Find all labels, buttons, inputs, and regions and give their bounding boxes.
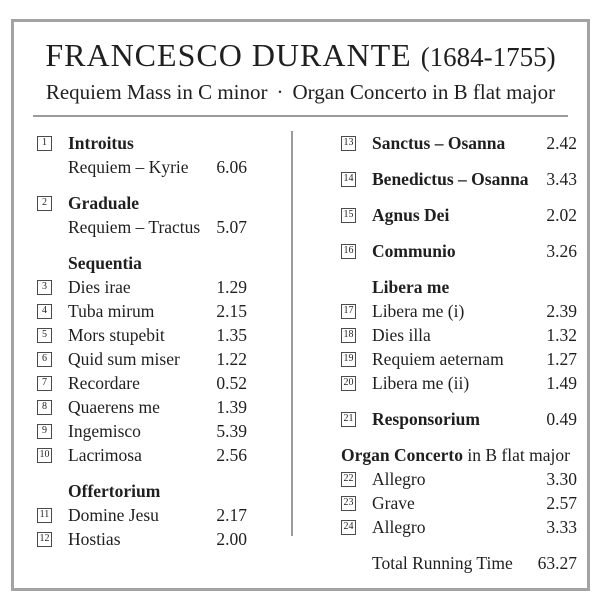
track-time: 3.43 — [546, 169, 577, 189]
track-number-badge: 23 — [341, 496, 356, 511]
track-time: 5.39 — [216, 421, 247, 441]
track-section — [341, 131, 577, 263]
track-row — [341, 491, 577, 515]
track-row — [37, 419, 247, 443]
work-title-concerto: Organ Concerto in B flat major — [292, 80, 556, 104]
track-title: Tuba mirum — [68, 301, 155, 321]
track-section — [37, 251, 247, 467]
track-subtitle-row — [37, 155, 247, 179]
track-number-badge: 19 — [341, 352, 356, 367]
track-time: 3.33 — [546, 517, 577, 537]
track-number-badge: 22 — [341, 472, 356, 487]
heading-regular-part: in B flat major — [463, 445, 570, 465]
composer-name: FRANCESCO DURANTE — [45, 37, 412, 73]
track-time: 2.39 — [546, 301, 577, 321]
album-subtitle — [14, 77, 587, 107]
track-row — [341, 347, 577, 371]
track-title: Mors stupebit — [68, 325, 165, 345]
track-number-badge: 10 — [37, 448, 52, 463]
track-row — [341, 299, 577, 323]
track-time: 1.35 — [216, 325, 247, 345]
track-section — [341, 407, 577, 431]
track-time: 2.17 — [216, 505, 247, 525]
track-row — [341, 515, 577, 539]
column-divider — [291, 131, 293, 536]
track-row — [341, 323, 577, 347]
track-time: 2.00 — [216, 529, 247, 549]
section-heading: Libera me — [372, 277, 450, 297]
page-title — [14, 35, 587, 77]
track-title: Libera me (i) — [372, 301, 465, 321]
track-subtitle: Requiem – Kyrie — [68, 157, 189, 177]
track-time: 0.49 — [546, 409, 577, 429]
track-number-badge: 5 — [37, 328, 52, 343]
track-time: 3.26 — [546, 241, 577, 261]
track-time: 2.02 — [546, 205, 577, 225]
track-row — [341, 467, 577, 491]
track-title: Allegro — [372, 469, 426, 489]
track-section — [37, 131, 247, 179]
heading-bold-part: Organ Concerto — [341, 445, 463, 465]
track-section — [37, 479, 247, 551]
track-section — [341, 443, 577, 539]
track-number-badge: 3 — [37, 280, 52, 295]
track-time: 2.15 — [216, 301, 247, 321]
track-title: Allegro — [372, 517, 426, 537]
track-title: Domine Jesu — [68, 505, 159, 525]
track-number-badge: 8 — [37, 400, 52, 415]
track-title: Dies irae — [68, 277, 131, 297]
track-row — [37, 131, 247, 155]
header-divider — [33, 115, 568, 117]
track-title: Communio — [372, 241, 456, 261]
booklet-page — [11, 19, 590, 591]
track-title: Grave — [372, 493, 415, 513]
track-row — [37, 347, 247, 371]
track-title: Quaerens me — [68, 397, 160, 417]
track-row — [37, 191, 247, 215]
track-number-badge: 2 — [37, 196, 52, 211]
section-heading-row — [341, 275, 577, 299]
track-time: 1.27 — [546, 349, 577, 369]
tracklist — [14, 131, 587, 575]
track-time: 1.32 — [546, 325, 577, 345]
track-number-badge: 7 — [37, 376, 52, 391]
track-title: Graduale — [68, 193, 139, 213]
track-row — [341, 131, 577, 155]
track-title: Libera me (ii) — [372, 373, 470, 393]
track-row — [37, 275, 247, 299]
track-row — [37, 299, 247, 323]
track-number-badge: 21 — [341, 412, 356, 427]
composer-years: (1684-1755) — [420, 42, 556, 72]
track-row — [37, 323, 247, 347]
track-title: Requiem aeternam — [372, 349, 504, 369]
track-title: Quid sum miser — [68, 349, 180, 369]
track-time: 6.06 — [216, 157, 247, 177]
track-title: Lacrimosa — [68, 445, 142, 465]
track-number-badge: 1 — [37, 136, 52, 151]
track-title: Introitus — [68, 133, 134, 153]
track-number-badge: 24 — [341, 520, 356, 535]
track-title: Agnus Dei — [372, 205, 450, 225]
section-heading: Offertorium — [68, 481, 161, 501]
track-number-badge: 15 — [341, 208, 356, 223]
track-title: Sanctus – Osanna — [372, 133, 506, 153]
section-heading: Sequentia — [68, 253, 142, 273]
section-heading-row — [37, 479, 247, 503]
track-number-badge: 18 — [341, 328, 356, 343]
track-time: 1.22 — [216, 349, 247, 369]
track-row — [37, 503, 247, 527]
track-number-badge: 11 — [37, 508, 52, 523]
track-title: Hostias — [68, 529, 121, 549]
track-number-badge: 14 — [341, 172, 356, 187]
track-title: Responsorium — [372, 409, 480, 429]
track-subtitle-row — [37, 215, 247, 239]
track-number-badge: 6 — [37, 352, 52, 367]
track-section — [37, 191, 247, 239]
track-time: 3.30 — [546, 469, 577, 489]
track-time: 2.56 — [216, 445, 247, 465]
section-heading — [341, 443, 570, 467]
track-time: 2.57 — [546, 493, 577, 513]
track-number-badge: 16 — [341, 244, 356, 259]
total-running-time-row — [341, 551, 577, 575]
track-time: 5.07 — [216, 217, 247, 237]
track-number-badge: 13 — [341, 136, 356, 151]
track-number-badge: 9 — [37, 424, 52, 439]
track-section — [341, 551, 577, 575]
total-label: Total Running Time — [372, 553, 513, 573]
track-column-left — [37, 131, 247, 575]
subtitle-separator: · — [276, 80, 284, 104]
track-title: Recordare — [68, 373, 140, 393]
work-title-requiem: Requiem Mass in C minor — [45, 80, 268, 104]
track-row — [341, 407, 577, 431]
track-column-right — [341, 131, 577, 575]
track-time: 1.49 — [546, 373, 577, 393]
track-number-badge: 20 — [341, 376, 356, 391]
track-time: 1.39 — [216, 397, 247, 417]
track-row — [341, 371, 577, 395]
track-row — [341, 239, 577, 263]
album-header — [14, 22, 587, 107]
track-number-badge: 4 — [37, 304, 52, 319]
section-heading-row — [37, 251, 247, 275]
track-title: Benedictus – Osanna — [372, 169, 529, 189]
track-time: 0.52 — [216, 373, 247, 393]
track-title: Dies illa — [372, 325, 431, 345]
track-time: 2.42 — [546, 133, 577, 153]
section-heading-row — [341, 443, 577, 467]
total-time: 63.27 — [537, 553, 577, 573]
track-row — [37, 371, 247, 395]
track-row — [37, 443, 247, 467]
track-section — [341, 275, 577, 395]
track-row — [341, 203, 577, 227]
track-row — [341, 167, 577, 191]
track-title: Ingemisco — [68, 421, 141, 441]
track-row — [37, 527, 247, 551]
track-subtitle: Requiem – Tractus — [68, 217, 201, 237]
track-number-badge: 17 — [341, 304, 356, 319]
track-number-badge: 12 — [37, 532, 52, 547]
track-row — [37, 395, 247, 419]
track-time: 1.29 — [216, 277, 247, 297]
